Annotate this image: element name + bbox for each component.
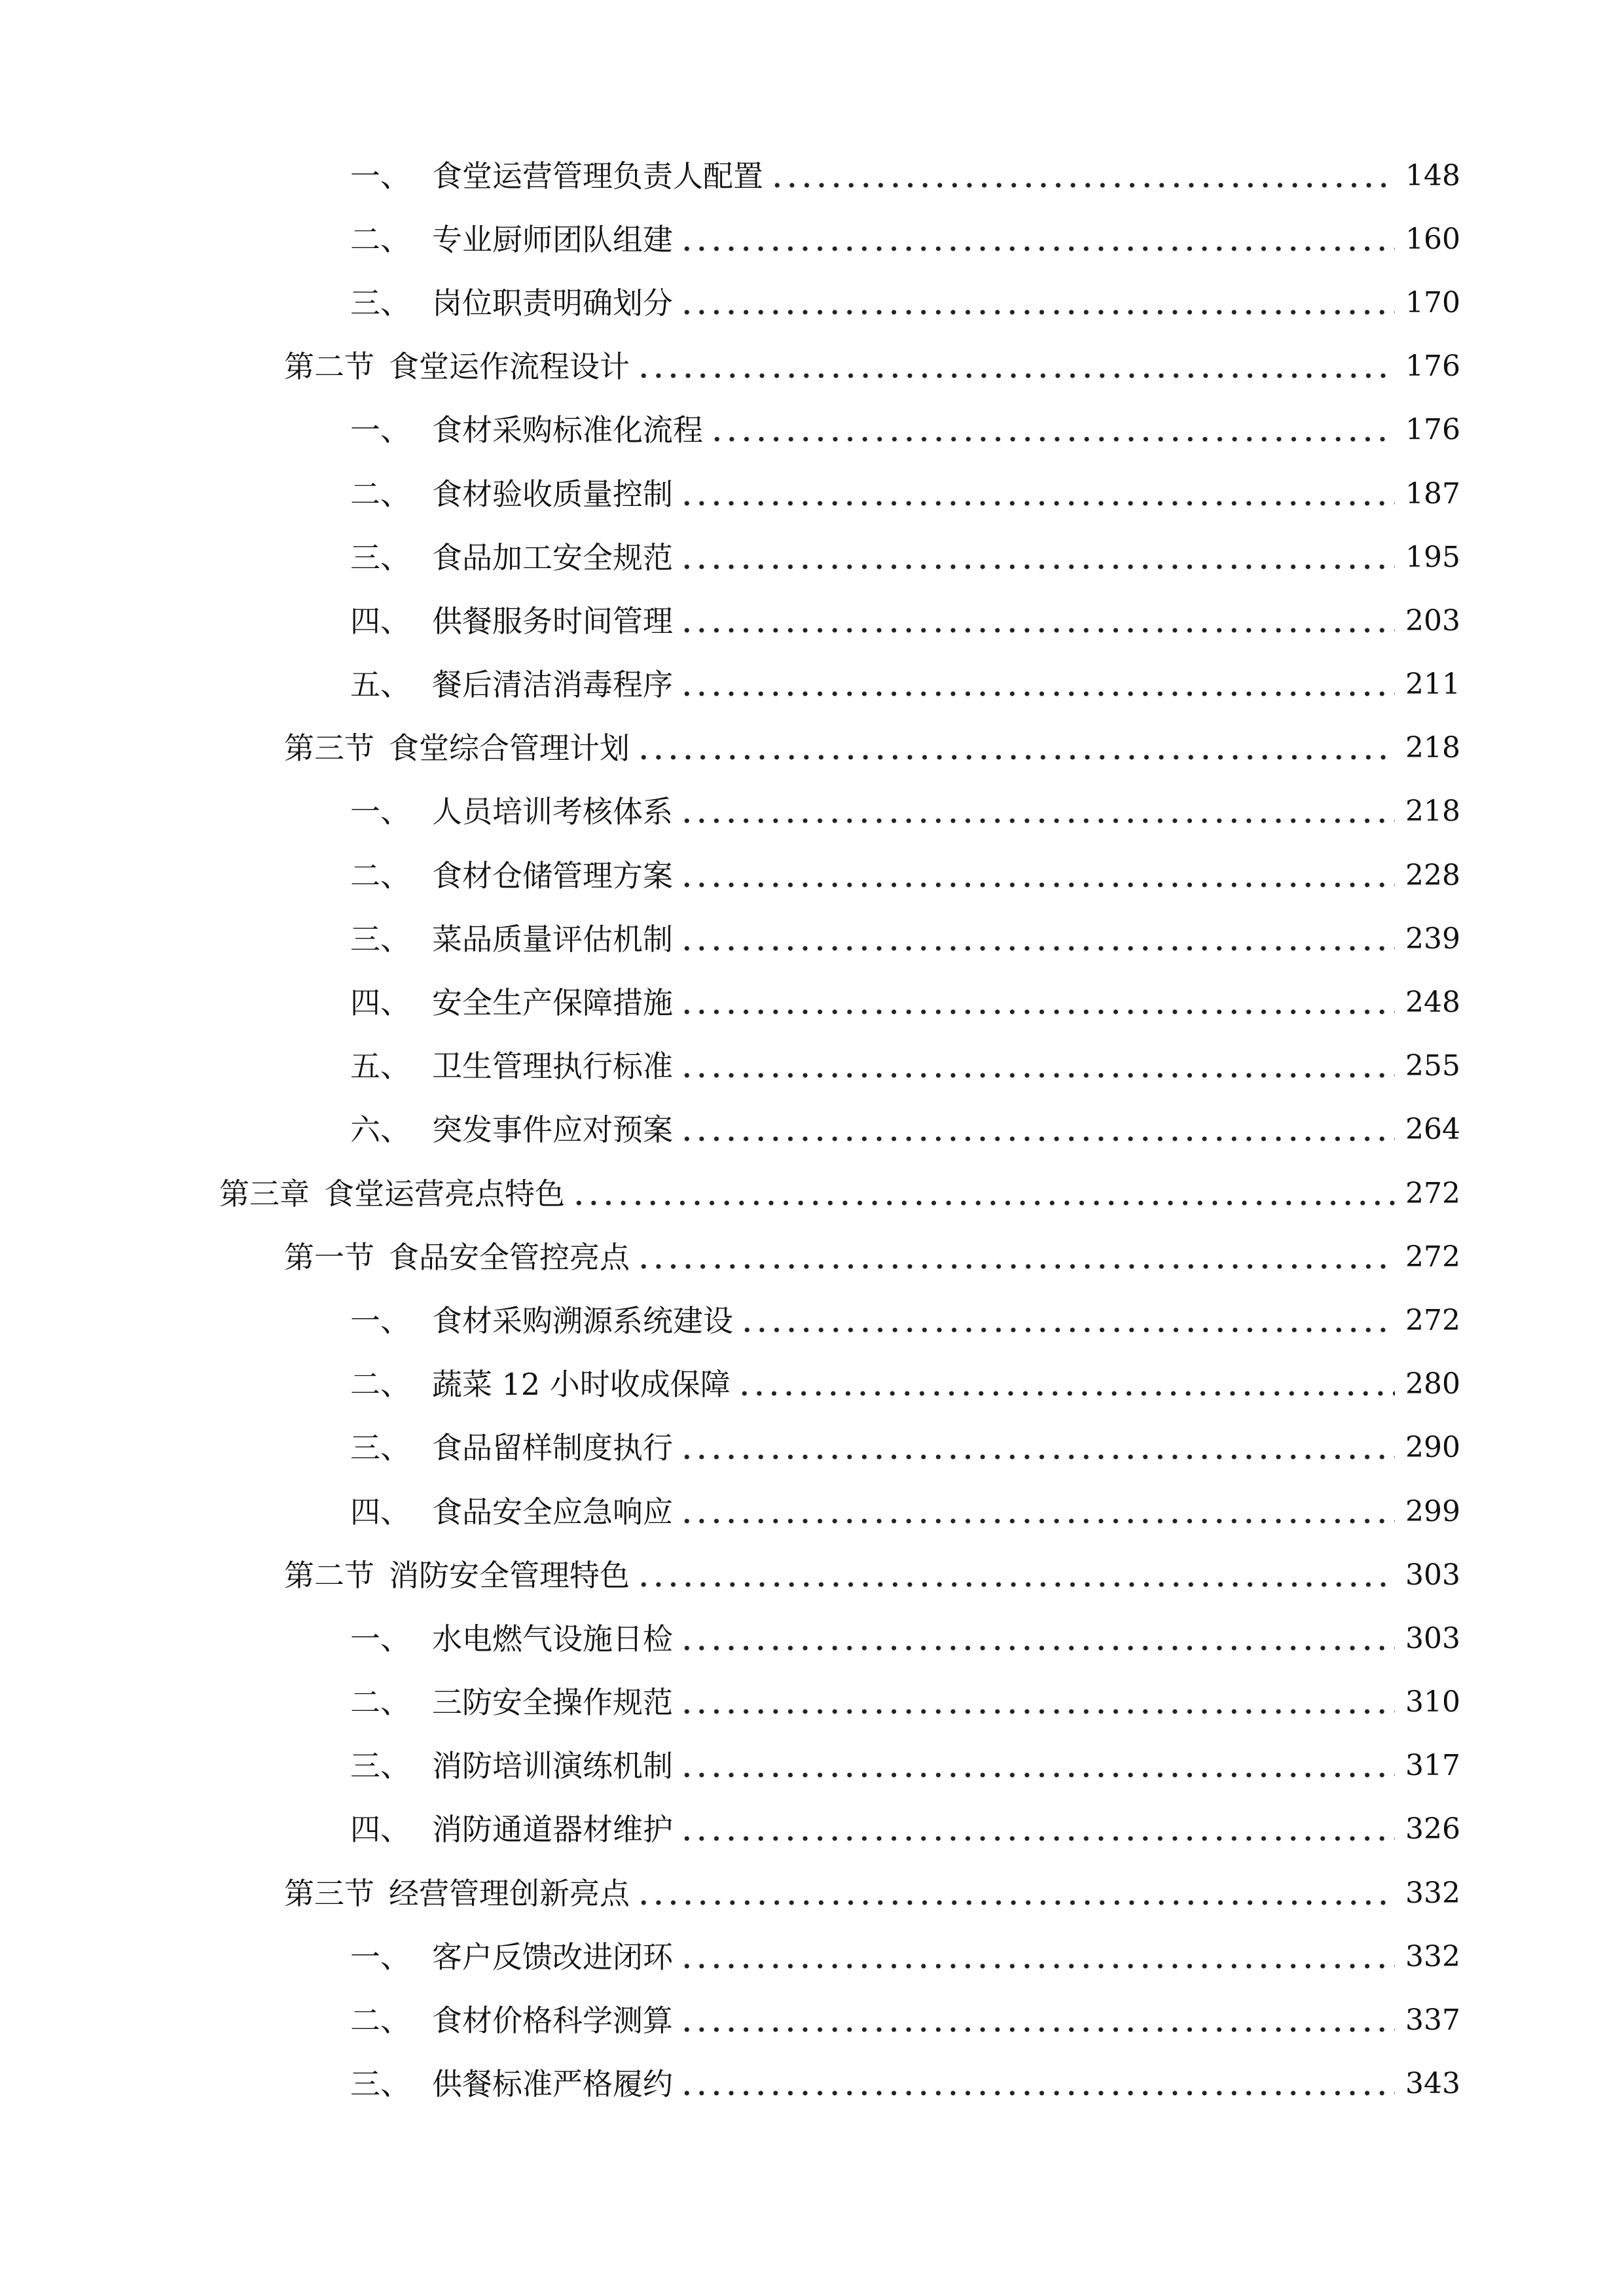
toc-entry-page: 148: [1405, 158, 1460, 192]
toc-entry-title: 食品留样制度执行: [432, 1430, 673, 1466]
toc-entry-number: 二、: [350, 1685, 410, 1721]
toc-entry-number: 三、: [350, 1430, 410, 1466]
toc-dot-leader: [636, 353, 1395, 383]
toc-entry-16[interactable]: [0, 1098, 1624, 1162]
toc-entry-title: 卫生管理执行标准: [432, 1049, 673, 1085]
toc-entry-page: 176: [1405, 413, 1460, 447]
toc-dot-leader: [679, 798, 1395, 828]
toc-dot-leader: [679, 2007, 1395, 2037]
toc-entry-number: 二、: [350, 2003, 410, 2039]
toc-dot-leader: [679, 480, 1395, 511]
toc-entry-17[interactable]: [0, 1162, 1624, 1225]
toc-entry-title: 蔬菜 12 小时收成保障: [432, 1367, 731, 1403]
toc-entry-number: 二、: [350, 857, 410, 893]
toc-dot-leader: [636, 1244, 1395, 1274]
toc-entry-9[interactable]: [0, 653, 1624, 717]
toc-entry-number: 第二节: [284, 349, 374, 385]
toc-entry-title: 突发事件应对预案: [432, 1112, 673, 1148]
toc-dot-leader: [679, 671, 1395, 701]
toc-entry-number: 第三节: [284, 1875, 374, 1911]
toc-dot-leader: [679, 1434, 1395, 1464]
toc-dot-leader: [679, 226, 1395, 256]
toc-entry-page: 332: [1405, 1939, 1460, 1973]
toc-entry-page: 299: [1405, 1494, 1460, 1528]
toc-entry-title: 食品加工安全规范: [432, 539, 673, 575]
toc-entry-number: 一、: [350, 1302, 410, 1338]
toc-entry-page: 203: [1405, 603, 1460, 637]
toc-entry-page: 187: [1405, 476, 1460, 511]
toc-entry-page: 264: [1405, 1113, 1460, 1147]
toc-entry-page: 332: [1405, 1876, 1460, 1910]
toc-dot-leader: [679, 989, 1395, 1019]
toc-entry-15[interactable]: [0, 1035, 1624, 1098]
toc-entry-page: 317: [1405, 1749, 1460, 1783]
toc-entry-title: 消防培训演练机制: [432, 1748, 673, 1784]
toc-dot-leader: [770, 162, 1395, 192]
toc-entry-title: 供餐标准严格履约: [432, 2066, 673, 2102]
toc-entry-title: 食堂运作流程设计: [389, 349, 630, 385]
toc-entry-number: 四、: [350, 1494, 410, 1530]
toc-entry-page: 211: [1405, 668, 1460, 702]
toc-dot-leader: [679, 1816, 1395, 1846]
toc-entry-page: 255: [1405, 1049, 1460, 1083]
toc-entry-19[interactable]: [0, 1289, 1624, 1352]
toc-entry-20[interactable]: [0, 1353, 1624, 1416]
toc-entry-page: 228: [1405, 858, 1460, 892]
toc-entry-title: 食材仓储管理方案: [432, 857, 673, 893]
toc-entry-title: 三防安全操作规范: [432, 1685, 673, 1721]
toc-dot-leader: [679, 544, 1395, 574]
toc-entry-page: 195: [1405, 540, 1460, 574]
toc-entry-31[interactable]: [0, 2053, 1624, 2116]
toc-entry-page: 290: [1405, 1431, 1460, 1465]
toc-entry-title: 经营管理创新亮点: [389, 1875, 630, 1911]
toc-entry-18[interactable]: [0, 1225, 1624, 1289]
toc-entry-13[interactable]: [0, 907, 1624, 971]
table-of-contents: [0, 144, 1624, 2116]
toc-entry-14[interactable]: [0, 971, 1624, 1034]
toc-entry-number: 三、: [350, 2066, 410, 2102]
toc-entry-8[interactable]: [0, 589, 1624, 653]
toc-entry-title: 供餐服务时间管理: [432, 603, 673, 639]
toc-entry-number: 第一节: [284, 1239, 374, 1275]
toc-entry-title: 食堂运营亮点特色: [324, 1175, 565, 1211]
toc-entry-title: 食品安全应急响应: [432, 1494, 673, 1530]
toc-entry-number: 一、: [350, 412, 410, 448]
toc-dot-leader: [679, 1052, 1395, 1083]
toc-entry-title: 食材验收质量控制: [432, 476, 673, 512]
toc-entry-title: 水电燃气设施日检: [432, 1621, 673, 1657]
toc-entry-3[interactable]: [0, 271, 1624, 334]
toc-entry-title: 食品安全管控亮点: [389, 1239, 630, 1275]
toc-entry-7[interactable]: [0, 526, 1624, 589]
toc-entry-number: 第二节: [284, 1557, 374, 1593]
toc-entry-number: 二、: [350, 1367, 410, 1403]
toc-entry-number: 第三节: [284, 730, 374, 766]
toc-entry-page: 272: [1405, 1240, 1460, 1274]
toc-entry-number: 二、: [350, 476, 410, 512]
toc-entry-title: 食堂运营管理负责人配置: [432, 158, 763, 194]
toc-entry-5[interactable]: [0, 399, 1624, 462]
toc-entry-number: 二、: [350, 221, 410, 257]
toc-entry-title: 食堂综合管理计划: [389, 730, 630, 766]
toc-entry-title: 人员培训考核体系: [432, 794, 673, 830]
toc-entry-number: 三、: [350, 285, 410, 321]
toc-dot-leader: [679, 1498, 1395, 1528]
toc-entry-page: 170: [1405, 285, 1460, 319]
toc-entry-page: 239: [1405, 922, 1460, 956]
toc-entry-title: 岗位职责明确划分: [432, 285, 673, 321]
toc-entry-number: 三、: [350, 539, 410, 575]
toc-dot-leader: [679, 1116, 1395, 1146]
toc-entry-title: 食材采购标准化流程: [432, 412, 703, 448]
toc-dot-leader: [636, 1880, 1395, 1910]
toc-entry-number: 三、: [350, 1748, 410, 1784]
toc-entry-page: 280: [1405, 1367, 1460, 1401]
toc-entry-title: 安全生产保障措施: [432, 985, 673, 1021]
toc-dot-leader: [679, 289, 1395, 319]
toc-entry-27[interactable]: [0, 1798, 1624, 1861]
toc-entry-25[interactable]: [0, 1671, 1624, 1734]
toc-entry-28[interactable]: [0, 1861, 1624, 1925]
toc-entry-title: 餐后清洁消毒程序: [432, 667, 673, 703]
toc-entry-number: 一、: [350, 794, 410, 830]
toc-entry-4[interactable]: [0, 335, 1624, 399]
toc-entry-number: 五、: [350, 667, 410, 703]
toc-entry-page: 310: [1405, 1685, 1460, 1719]
toc-entry-22[interactable]: [0, 1480, 1624, 1543]
toc-entry-title: 消防通道器材维护: [432, 1812, 673, 1848]
toc-entry-26[interactable]: [0, 1734, 1624, 1798]
toc-entry-page: 343: [1405, 2067, 1460, 2101]
toc-entry-page: 303: [1405, 1621, 1460, 1655]
toc-entry-number: 一、: [350, 158, 410, 194]
toc-dot-leader: [636, 734, 1395, 764]
toc-entry-12[interactable]: [0, 844, 1624, 907]
toc-entry-number: 一、: [350, 1621, 410, 1657]
toc-dot-leader: [679, 2070, 1395, 2100]
toc-dot-leader: [679, 1689, 1395, 1719]
toc-entry-page: 303: [1405, 1558, 1460, 1592]
toc-entry-number: 五、: [350, 1049, 410, 1085]
toc-entry-number: 四、: [350, 603, 410, 639]
toc-dot-leader: [679, 925, 1395, 956]
toc-dot-leader: [679, 607, 1395, 637]
toc-entry-2[interactable]: [0, 207, 1624, 271]
toc-dot-leader: [710, 416, 1395, 446]
toc-entry-title: 专业厨师团队组建: [432, 221, 673, 257]
toc-entry-page: 337: [1405, 2003, 1460, 2037]
toc-entry-30[interactable]: [0, 1988, 1624, 2052]
toc-entry-23[interactable]: [0, 1543, 1624, 1607]
toc-entry-number: 一、: [350, 1939, 410, 1975]
toc-entry-number: 六、: [350, 1112, 410, 1148]
toc-entry-10[interactable]: [0, 717, 1624, 780]
toc-entry-number: 四、: [350, 1812, 410, 1848]
toc-entry-title: 客户反馈改进闭环: [432, 1939, 673, 1975]
toc-entry-page: 272: [1405, 1176, 1460, 1210]
toc-entry-title: 消防安全管理特色: [389, 1557, 630, 1593]
toc-entry-page: 218: [1405, 731, 1460, 765]
toc-entry-title: 食材价格科学测算: [432, 2003, 673, 2039]
toc-entry-number: 三、: [350, 921, 410, 957]
toc-entry-11[interactable]: [0, 780, 1624, 844]
toc-dot-leader: [679, 1752, 1395, 1782]
toc-entry-number: 四、: [350, 985, 410, 1021]
toc-dot-leader: [737, 1371, 1395, 1401]
toc-entry-6[interactable]: [0, 462, 1624, 526]
toc-dot-leader: [679, 862, 1395, 892]
toc-entry-page: 176: [1405, 350, 1460, 384]
toc-entry-title: 食材采购溯源系统建设: [432, 1302, 733, 1338]
toc-entry-page: 272: [1405, 1303, 1460, 1337]
toc-entry-number: 第三章: [219, 1175, 310, 1211]
toc-dot-leader: [571, 1180, 1395, 1210]
toc-entry-24[interactable]: [0, 1607, 1624, 1670]
toc-entry-1[interactable]: [0, 144, 1624, 207]
toc-entry-title: 菜品质量评估机制: [432, 921, 673, 957]
toc-entry-29[interactable]: [0, 1925, 1624, 1988]
toc-entry-page: 248: [1405, 986, 1460, 1020]
toc-dot-leader: [679, 1943, 1395, 1973]
toc-dot-leader: [740, 1307, 1395, 1337]
toc-dot-leader: [679, 1625, 1395, 1655]
toc-entry-page: 218: [1405, 795, 1460, 829]
toc-entry-page: 160: [1405, 222, 1460, 256]
toc-entry-page: 326: [1405, 1812, 1460, 1846]
toc-entry-21[interactable]: [0, 1416, 1624, 1480]
toc-dot-leader: [636, 1562, 1395, 1592]
